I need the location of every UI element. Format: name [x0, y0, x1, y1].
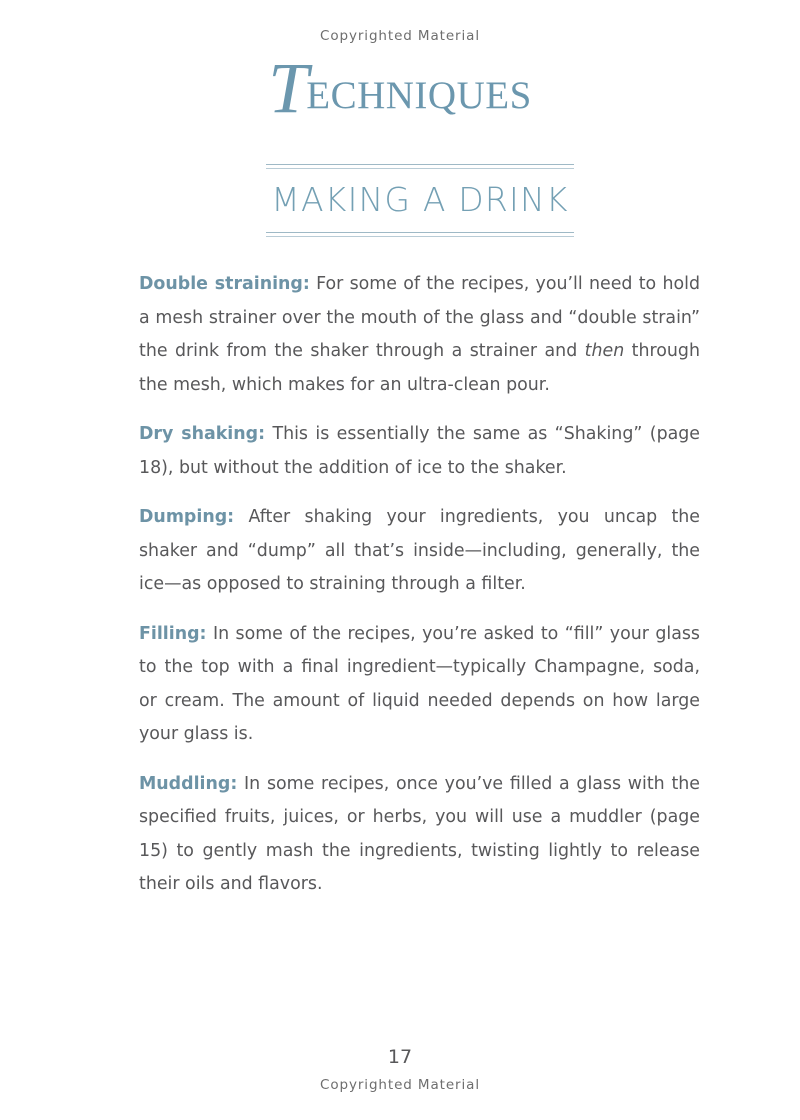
definition-text: In some of the recipes, you’re asked to “fill” your glass to the top with a final ingredient—typically Champagne, soda, or cream. The amount of liquid needed depends on how large your glass is. — [139, 623, 700, 744]
definition-entry — [139, 768, 700, 902]
definition-term: Muddling: — [139, 773, 238, 794]
definition-emphasis: then — [584, 341, 625, 361]
definition-text: After shaking your ingredients, you uncap the shaker and “dump” all that’s inside—including, generally, the ice—as opposed to straining through a filter. — [139, 507, 700, 594]
section-rule-bottom — [266, 232, 574, 237]
definition-term: Filling: — [139, 623, 207, 644]
chapter-title — [0, 48, 800, 128]
section-heading-block — [266, 164, 574, 237]
definition-term: Double straining: — [139, 274, 310, 294]
chapter-title-rest: echniques — [306, 59, 532, 121]
chapter-title-initial: T — [268, 48, 307, 128]
definition-text-part: For some of the recipes, you’ll need to hold a mesh strainer over the mouth of the glass and “double strain” the drink from the shaker through a strainer and — [139, 274, 700, 361]
definition-entry — [139, 418, 700, 485]
body-text-column — [139, 268, 700, 902]
definition-term: Dry shaking: — [139, 424, 266, 444]
copyright-watermark-bottom: Copyrighted Material — [320, 1077, 480, 1093]
definition-entry — [139, 501, 700, 602]
definition-term: Dumping: — [139, 507, 235, 527]
page-number: 17 — [387, 1046, 413, 1068]
definition-entry — [139, 268, 700, 402]
definition-text: This is essentially the same as “Shaking” (page 18), but without the addition of ice to the shaker. — [139, 424, 700, 478]
section-heading-text: MAKING A DRINK — [271, 180, 569, 219]
definition-text-part: through the mesh, which makes for an ultra-clean pour. — [139, 341, 700, 395]
definition-text: In some recipes, once you’ve filled a glass with the specified fruits, juices, or herbs, you will use a muddler (page 15) to gently mash the ingredients, twisting lightly to release their oils and flavors. — [139, 773, 700, 894]
rule-line — [266, 236, 574, 237]
definition-entry — [139, 618, 700, 752]
copyright-watermark-top: Copyrighted Material — [320, 28, 480, 44]
